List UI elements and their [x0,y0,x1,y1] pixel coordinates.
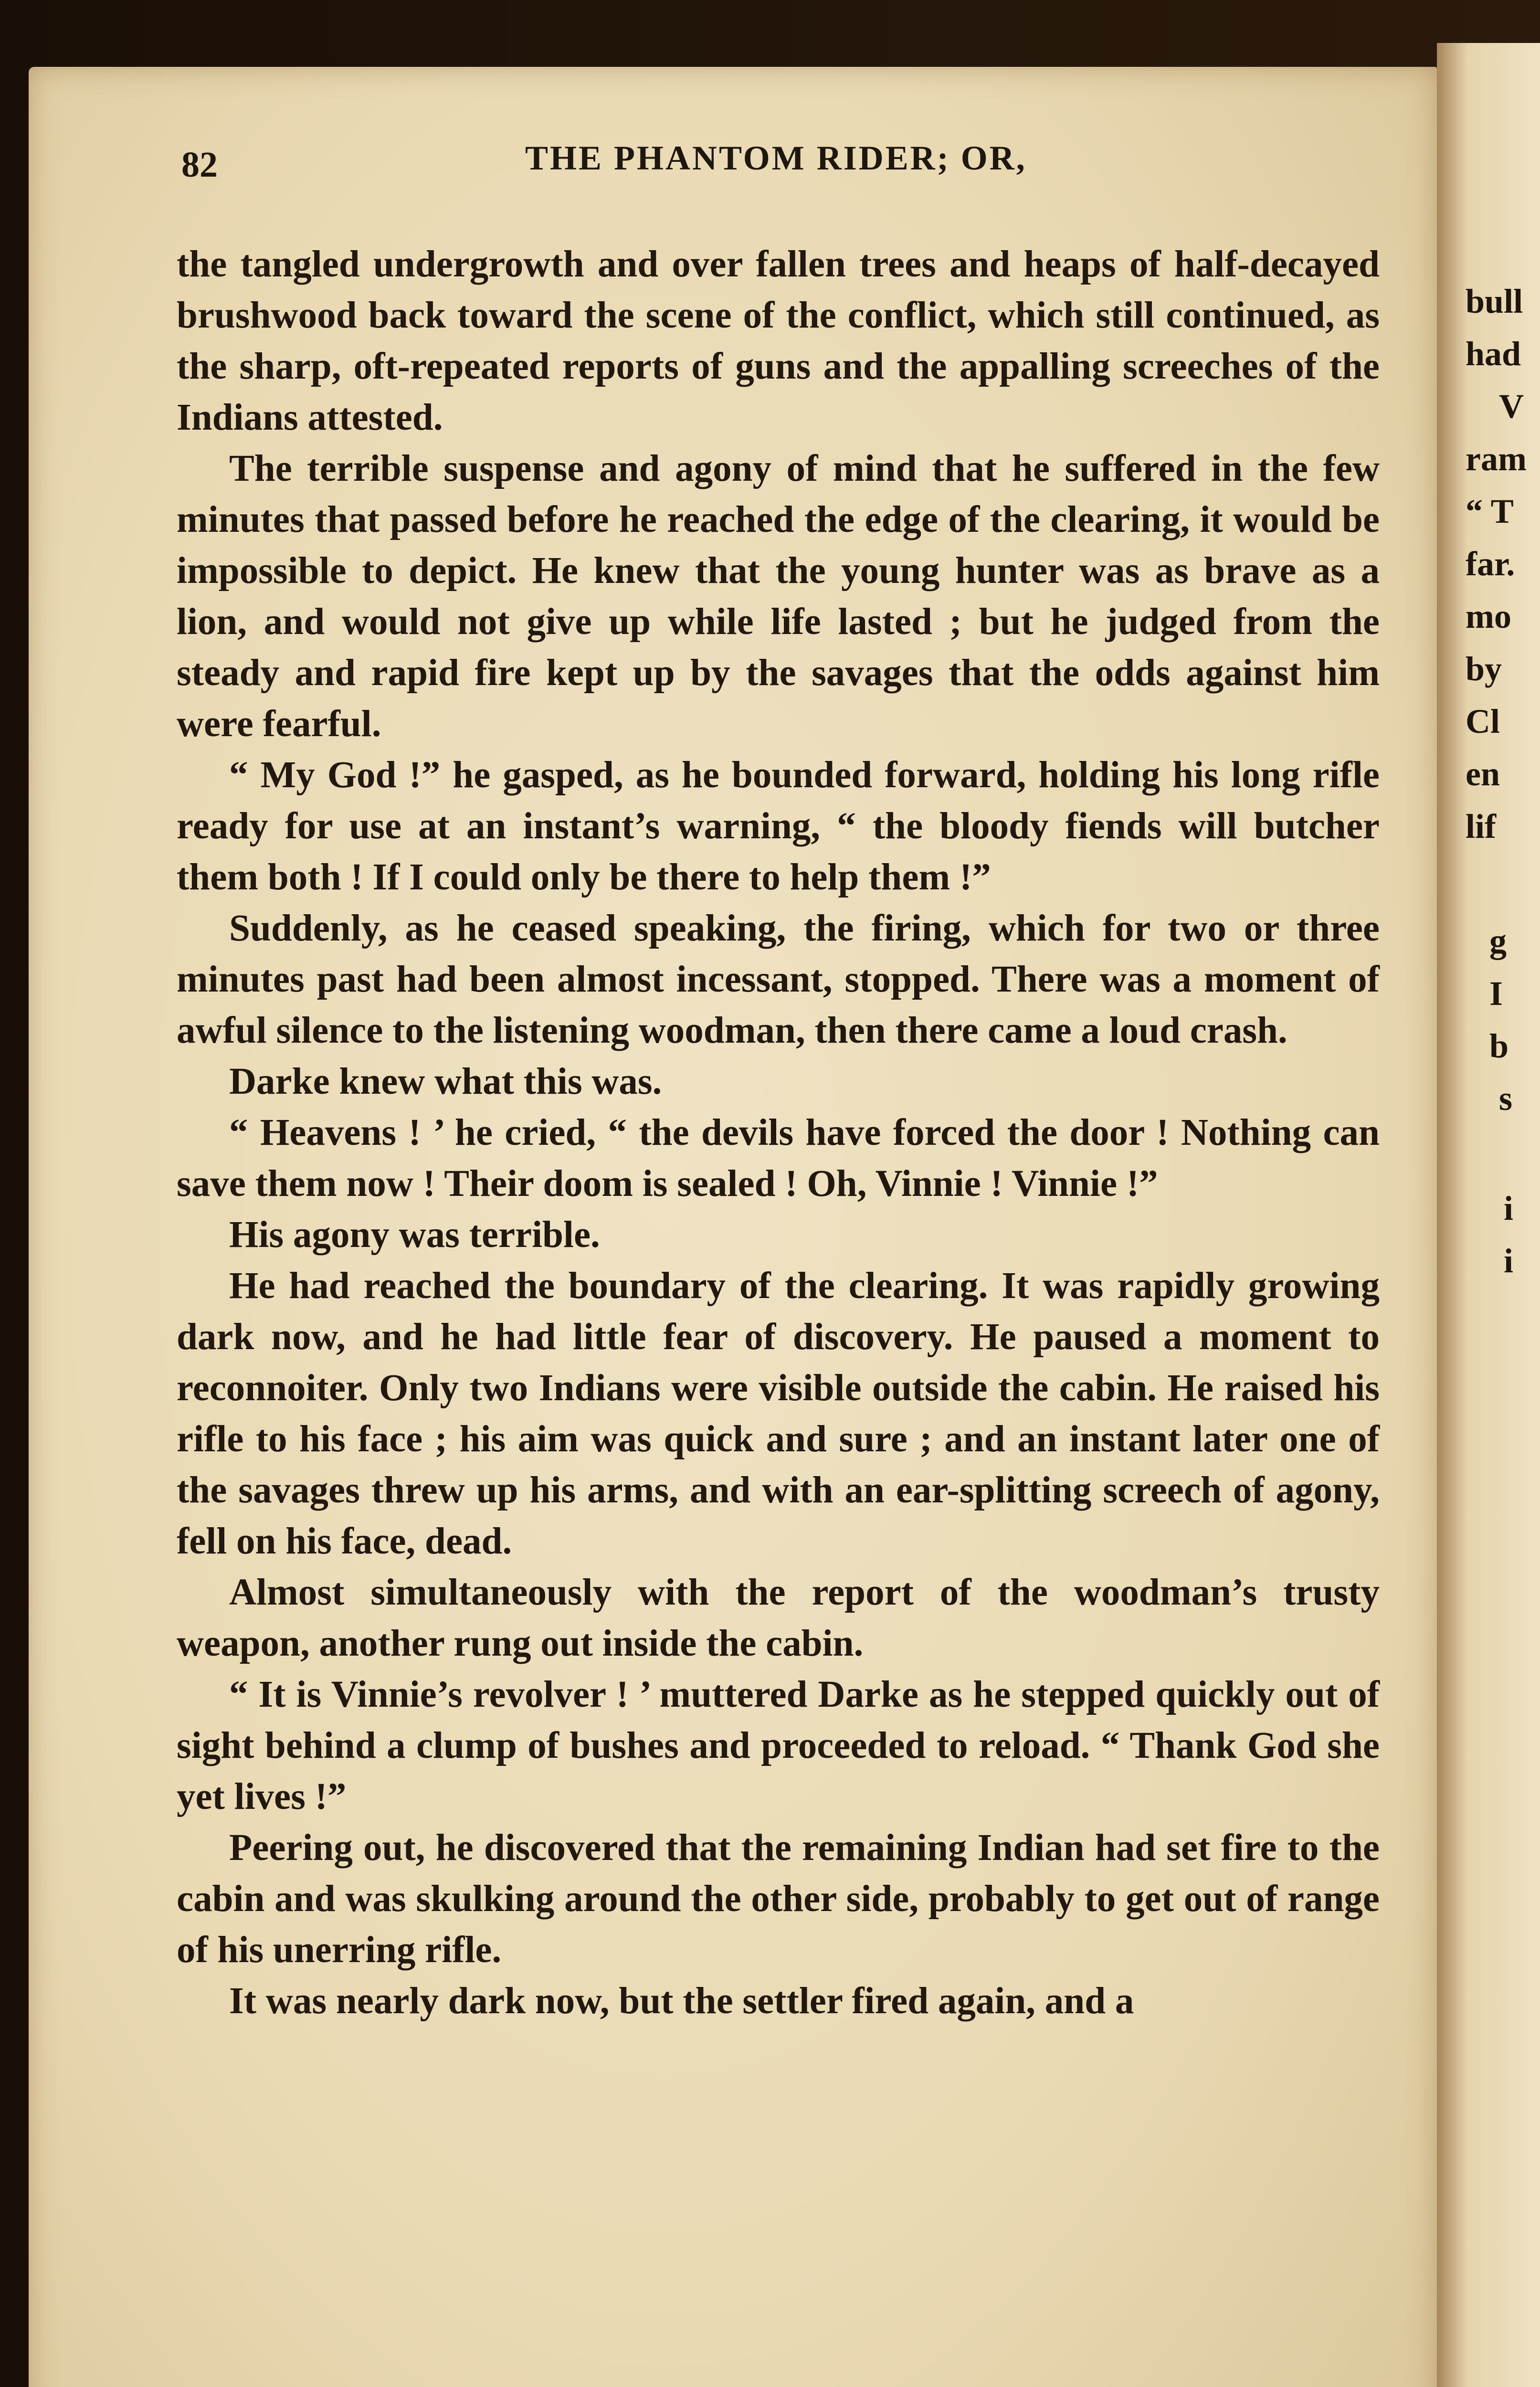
facing-page-fragment: i [1504,1189,1514,1227]
paragraph: It was nearly dark now, but the settler fired again, and a [229,1980,1134,2022]
facing-page-fragment: g [1489,922,1507,960]
paragraph: The terrible suspense and agony of mind that he suffered in the few minutes that passed before he reached the edge of the clearing, it would be impossible to depict. He knew that the young hunter was as brave as a lion, and would not give up while life lasted ; but he judged from the steady and rapid fire kept up by the savages that the odds against him were fearful. [177,448,1380,745]
facing-page-fragment: had [1466,335,1521,373]
facing-page-fragment: ram [1466,440,1527,478]
facing-page [1437,43,1540,2387]
paragraph: Almost simultaneously with the report of the woodman’s trusty weapon, another rung out inside the cabin. [177,1572,1380,1664]
page-number: 82 [181,144,218,185]
paragraph: He had reached the boundary of the clearing. It was rapidly growing dark now, and he had little fear of discovery. He paused a moment to reconnoiter. Only two Indians were visible outside the cabin. He raised his rifle to his face ; his aim was quick and sure ; and an instant later one of the savages threw up his arms, and with an ear-splitting screech of agony, fell on his face, dead. [177,1265,1380,1562]
paragraph: Peering out, he discovered that the remaining Indian had set fire to the cabin and was skulking around the other side, probably to get out of range of his unerring rifle. [177,1827,1380,1971]
facing-page-fragment: mo [1466,597,1511,635]
facing-page-fragment: by [1466,650,1502,688]
facing-page-fragment: V [1499,387,1524,425]
paragraph: His agony was terrible. [229,1214,600,1256]
facing-page-fragment: bull [1466,282,1523,320]
paragraph: the tangled undergrowth and over fallen trees and heaps of half-decayed brushwood back toward the scene of the conflict, which still continued, as the sharp, oft-repeated reports of guns and the appalling screeches of the Indians attested. [177,243,1380,438]
paragraph: Suddenly, as he ceased speaking, the firing, which for two or three minutes past had been almost incessant, stopped. There was a moment of awful silence to the listening woodman, then there came a loud crash. [177,908,1380,1051]
facing-page-fragment: lif [1466,807,1496,845]
facing-page-fragment: i [1504,1242,1514,1280]
facing-page-fragment: “ T [1466,492,1514,530]
facing-page-fragment: b [1489,1027,1509,1065]
paragraph: “ It is Vinnie’s revolver ! ’ muttered Darke as he stepped quickly out of sight behind a clump of bushes and proceeded to reload. “ Thank God she yet lives !” [177,1674,1380,1817]
facing-page-fragment: s [1499,1079,1513,1118]
paragraph: “ Heavens ! ’ he cried, “ the devils have forced the door ! Nothing can save them now ! Their doom is sealed ! Oh, Vinnie ! Vinnie !” [177,1112,1380,1204]
page-header [181,138,1384,191]
paragraph: “ My God !” he gasped, as he bounded forward, holding his long rifle ready for use at an instant’s warning, “ the bloody fiends will butcher them both ! If I could only be there to help them !” [177,754,1380,898]
running-head: THE PHANTOM RIDER; OR, [525,139,1027,177]
facing-page-fragment: I [1489,974,1503,1013]
paragraph: Darke knew what this was. [229,1061,662,1102]
body-text [177,239,1380,2027]
facing-page-fragment: far. [1466,545,1515,583]
facing-page-fragment: en [1466,755,1500,793]
facing-page-fragment: Cl [1466,702,1500,740]
